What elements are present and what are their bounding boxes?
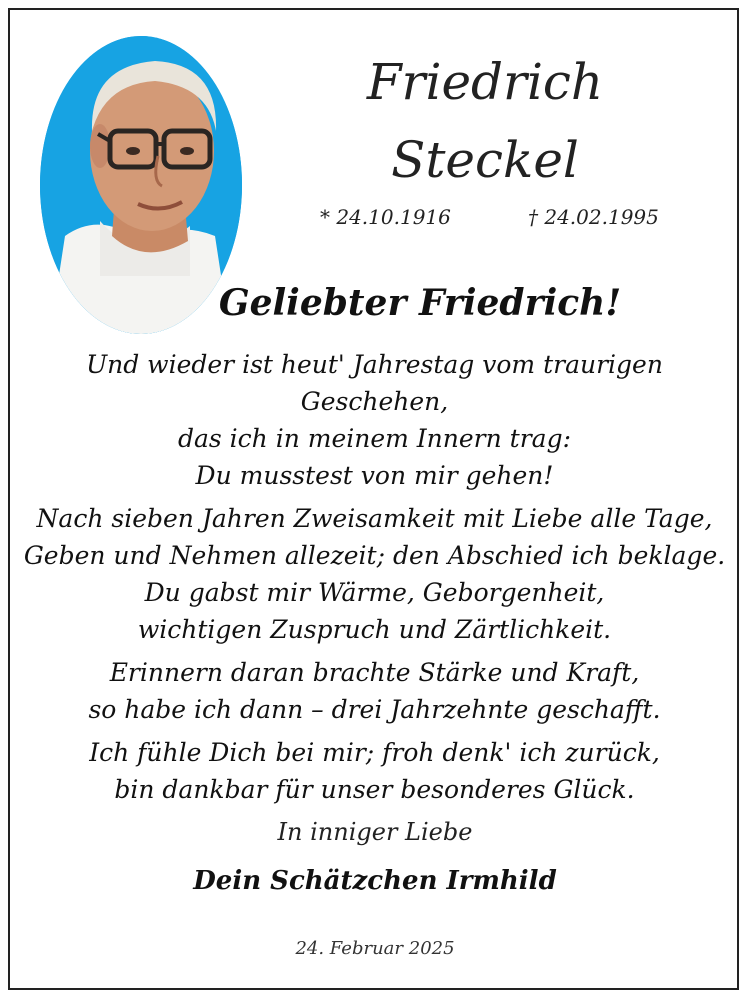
signature: Dein Schätzchen Irmhild: [193, 866, 557, 896]
poem-line: so habe ich dann – drei Jahrzehnte geschafft.: [88, 695, 661, 724]
stanza: [20, 500, 729, 648]
publication-date: 24. Februar 2025: [295, 938, 455, 959]
poem-line: Geben und Nehmen allezeit; den Abschied ich beklage.: [23, 541, 726, 570]
stanza: [20, 734, 729, 808]
death-date: † 24.02.1995: [528, 205, 659, 229]
poem-line: das ich in meinem Innern trag:: [177, 424, 572, 453]
stanza: [20, 654, 729, 728]
first-name: Friedrich: [366, 53, 604, 111]
poem-line: Nach sieben Jahren Zweisamkeit mit Liebe alle Tage,: [36, 504, 713, 533]
poem-line: Und wieder ist heut' Jahrestag vom traurigen Geschehen,: [86, 350, 663, 416]
poem-line: wichtigen Zuspruch und Zärtlichkeit.: [137, 615, 612, 644]
stanza: [20, 346, 729, 494]
poem-line: bin dankbar für unser besonderes Glück.: [114, 775, 635, 804]
poem-line: Ich fühle Dich bei mir; froh denk' ich zurück,: [89, 738, 660, 767]
closing-phrase: In inniger Liebe: [277, 818, 473, 846]
poem-line: Erinnern daran brachte Stärke und Kraft,: [109, 658, 640, 687]
poem-line: Du musstest von mir gehen!: [195, 461, 554, 490]
poem-line: Du gabst mir Wärme, Geborgenheit,: [144, 578, 605, 607]
poem: [20, 346, 729, 814]
headline: Geliebter Friedrich!: [218, 282, 622, 324]
last-name: Steckel: [391, 131, 579, 189]
birth-date: * 24.10.1916: [320, 205, 451, 229]
